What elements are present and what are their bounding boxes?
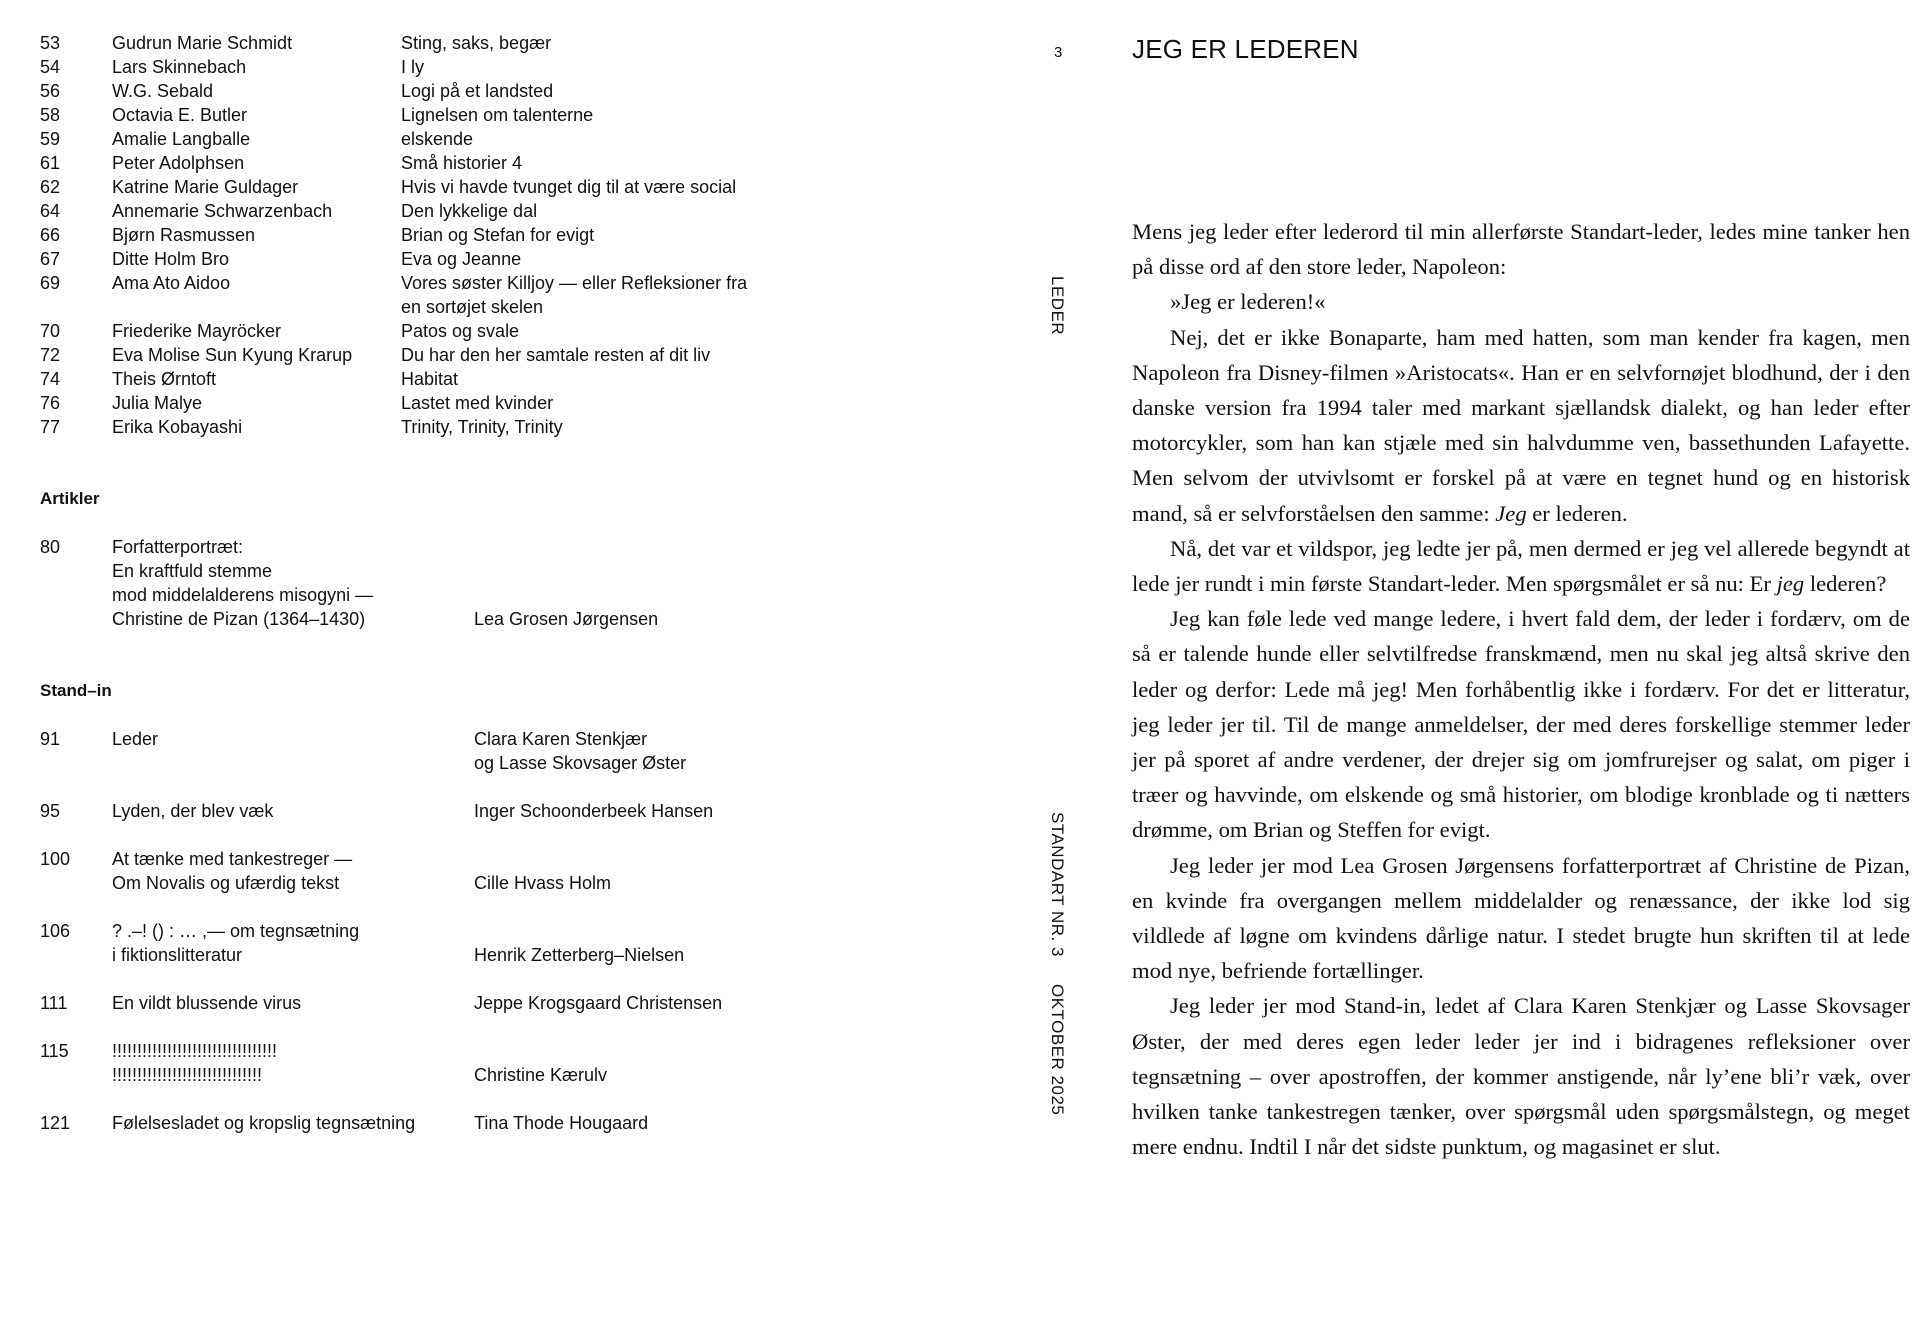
toc-author: W.G. Sebald xyxy=(112,81,214,101)
emphasis: Jeg xyxy=(1495,500,1527,526)
entry-title-line: ? .–! () : … ,— om tegnsætning xyxy=(112,921,360,941)
toc-row xyxy=(40,247,800,271)
entry-title-line: At tænke med tankestreger — xyxy=(112,849,353,869)
toc-author: Theis Ørntoft xyxy=(112,369,217,389)
toc-title: Habitat xyxy=(401,369,459,389)
entry-author xyxy=(474,727,800,775)
entry-author: Jeppe Krogsgaard Christensen xyxy=(474,993,723,1013)
entry-page: 121 xyxy=(40,1113,71,1133)
paragraph-text: Nå, det var et vildspor, jeg ledte jer på, men dermed er jeg vel allerede begyndt at lede jer rundt i min første Standart-leder. Men spørgsmålet er så nu: Er xyxy=(1132,535,1910,597)
toc-author: Friederike Mayröcker xyxy=(112,321,282,341)
section-heading-standin: Stand–in xyxy=(40,681,112,700)
paragraph: Mens jeg leder efter lederord til min allerførste Standart-leder, ledes mine tanker hen på disse ord af den store leder, Napoleon: xyxy=(1132,219,1910,280)
toc-title: Logi på et landsted xyxy=(401,81,554,101)
toc-author: Gudrun Marie Schmidt xyxy=(112,33,293,53)
entry-title-line: Lyden, der blev væk xyxy=(112,801,274,821)
standin-entry xyxy=(40,991,800,1015)
section-heading-artikler: Artikler xyxy=(40,489,100,508)
toc-title: Trinity, Trinity, Trinity xyxy=(401,417,563,437)
entry-author: Henrik Zetterberg–Nielsen xyxy=(474,945,685,965)
entry-title-line: Leder xyxy=(112,729,159,749)
toc-title: Den lykkelige dal xyxy=(401,201,538,221)
entry-page: 95 xyxy=(40,801,61,821)
running-head-issue: STANDART NR. 3 xyxy=(1048,812,1067,957)
running-head-section: LEDER xyxy=(1048,276,1067,336)
toc-row xyxy=(40,103,800,127)
entry-author: Inger Schoonderbeek Hansen xyxy=(474,801,714,821)
paragraph: Jeg leder jer mod Stand-in, ledet af Clara Karen Stenkjær og Lasse Skovsager Øster, der med deres egen leder leder jer ind i bidragenes refleksioner over tegnsætning – over apostroffen, der kommer anstigende, når ly’ene bli’r væk, over hvilken tanke tankestregen tænker, over spørgsmål uden spørgsmålstegn, og meget mere endnu. Indtil I når det sidste punktum, og magasinet er slut. xyxy=(1132,993,1910,1160)
paragraph-text: Nej, det er ikke Bonaparte, ham med hatten, som man kender fra kagen, men Napoleon fra Disney-filmen »Aristocats«. Han er en selvfornøjet blodhund, der i den danske version fra 1994 taler med markant sjællandsk dialekt, og han leder efter motorcykler, som han kan stjæle med sin halvdumme ven, bassethunden Lafayette. Men selvom der utvivlsomt er forskel på at være en tegnet hund og en historisk mand, så er selvforståelsen den samme: xyxy=(1132,324,1910,526)
paragraph: Jeg leder jer mod Lea Grosen Jørgensens forfatterportræt af Christine de Pizan, en kvinde fra overgangen mellem middelalder og renæssance, der ikke lod sig vildlede af løgne om kvindens dårlige natur. I stedet brugte hun skriften til at lede mod nye, befriende fortællinger. xyxy=(1132,852,1910,984)
paragraph: »Jeg er lederen!« xyxy=(1170,289,1326,315)
toc-title: Lastet med kvinder xyxy=(401,393,554,413)
standin-entry xyxy=(40,799,800,823)
entry-author: Lea Grosen Jørgensen xyxy=(474,609,659,629)
entry-title xyxy=(112,535,474,631)
toc-author: Amalie Langballe xyxy=(112,129,251,149)
entry-title xyxy=(112,1039,474,1087)
toc-title: I ly xyxy=(401,57,425,77)
entry-author: Tina Thode Hougaard xyxy=(474,1113,649,1133)
entry-title-line: En kraftfuld stemme xyxy=(112,561,273,581)
toc-row xyxy=(40,343,800,367)
list-item xyxy=(40,919,800,967)
toc-row xyxy=(40,79,800,103)
list-item xyxy=(40,1039,800,1087)
toc-title: Brian og Stefan for evigt xyxy=(401,225,595,245)
standin-entry xyxy=(40,727,800,775)
toc-author: Octavia E. Butler xyxy=(112,105,248,125)
toc-author: Lars Skinnebach xyxy=(112,57,247,77)
toc-row xyxy=(40,31,800,55)
toc-title: Små historier 4 xyxy=(401,153,523,173)
toc-row xyxy=(40,223,800,247)
list-item xyxy=(40,535,800,631)
toc-row xyxy=(40,151,800,175)
toc-page: 76 xyxy=(40,393,61,413)
toc-row xyxy=(40,391,800,415)
paragraph xyxy=(1132,531,1910,601)
entry-page: 115 xyxy=(40,1041,69,1061)
toc-page: 56 xyxy=(40,81,61,101)
toc-row xyxy=(40,175,800,199)
toc-page: 66 xyxy=(40,225,61,245)
entry-title-line: Forfatterportræt: xyxy=(112,537,244,557)
entry-title-line xyxy=(112,751,474,775)
paragraph-text: lederen? xyxy=(1804,571,1887,597)
toc-title: elskende xyxy=(401,129,474,149)
entry-page: 100 xyxy=(40,849,71,869)
list-item xyxy=(40,799,800,823)
entry-title-line: !!!!!!!!!!!!!!!!!!!!!!!!!!!!!!!!! xyxy=(112,1041,278,1061)
toc-page: 62 xyxy=(40,177,61,197)
page-number: 3 xyxy=(1054,44,1063,61)
toc-row xyxy=(40,367,800,391)
toc-title-line: Vores søster Killjoy — eller Refleksioner fra xyxy=(401,273,748,293)
entry-author-line: Clara Karen Stenkjær xyxy=(474,729,648,749)
entry-author-line: og Lasse Skovsager Øster xyxy=(474,753,687,773)
toc-row xyxy=(40,55,800,79)
emphasis: jeg xyxy=(1776,571,1805,597)
entry-page: 111 xyxy=(40,993,68,1013)
entry-title-line: !!!!!!!!!!!!!!!!!!!!!!!!!!!!!! xyxy=(112,1065,263,1085)
toc-list xyxy=(40,31,800,439)
toc-title: Eva og Jeanne xyxy=(401,249,522,269)
toc-page: 54 xyxy=(40,57,61,77)
toc-page: 61 xyxy=(40,153,61,173)
toc-page: 69 xyxy=(40,273,61,293)
entry-author: Christine Kærulv xyxy=(474,1065,608,1085)
toc-page: 70 xyxy=(40,321,61,341)
toc-author: Ama Ato Aidoo xyxy=(112,273,231,293)
toc-page: 72 xyxy=(40,345,61,365)
running-head-date: OKTOBER 2025 xyxy=(1048,984,1067,1116)
list-item xyxy=(40,1111,800,1135)
entry-title-line: Følelsesladet og kropslig tegnsætning xyxy=(112,1113,416,1133)
toc-row xyxy=(40,319,800,343)
toc-title: Sting, saks, begær xyxy=(401,33,552,53)
standin-entry xyxy=(40,1039,800,1087)
paragraph xyxy=(1132,320,1910,531)
toc-author: Katrine Marie Guldager xyxy=(112,177,299,197)
toc-page: 74 xyxy=(40,369,61,389)
list-item xyxy=(40,847,800,895)
toc-page: 64 xyxy=(40,201,61,221)
paragraph-text: er lederen. xyxy=(1526,500,1628,526)
toc-page: 59 xyxy=(40,129,61,149)
artikler-entry xyxy=(40,535,800,631)
entry-page: 91 xyxy=(40,729,61,749)
entry-title-line: En vildt blussende virus xyxy=(112,993,302,1013)
entry-title xyxy=(112,919,474,967)
entry-page: 106 xyxy=(40,921,71,941)
entry-title-line: Christine de Pizan (1364–1430) xyxy=(112,609,366,629)
toc-author: Ditte Holm Bro xyxy=(112,249,230,269)
toc-row xyxy=(40,271,800,319)
entry-title xyxy=(112,847,474,895)
toc-author: Peter Adolphsen xyxy=(112,153,245,173)
toc-title-line: en sortøjet skelen xyxy=(401,297,544,317)
toc-page: 58 xyxy=(40,105,61,125)
entry-author: Cille Hvass Holm xyxy=(474,873,612,893)
entry-title xyxy=(112,991,474,1015)
toc-row xyxy=(40,127,800,151)
toc-title: Hvis vi havde tvunget dig til at være social xyxy=(401,177,737,197)
entry-title-line: Om Novalis og ufærdig tekst xyxy=(112,873,340,893)
toc-author: Erika Kobayashi xyxy=(112,417,243,437)
toc-page: 67 xyxy=(40,249,61,269)
toc-author: Eva Molise Sun Kyung Krarup xyxy=(112,345,353,365)
toc-title: Du har den her samtale resten af dit liv xyxy=(401,345,711,365)
entry-title xyxy=(112,799,474,823)
standin-entry xyxy=(40,919,800,967)
list-item xyxy=(40,991,800,1015)
toc-page: 53 xyxy=(40,33,61,53)
paragraph: Jeg kan føle lede ved mange ledere, i hvert fald dem, der leder i fordærv, om de så er talende hunde eller selvtilfredse franskmænd, men nu skal jeg altså skrive den leder og derfor: Lede må jeg! Men forhåbentlig ikke i fordærv. For det er litteratur, jeg leder jer til. Til de mange anmeldelser, der med deres forskellige stemmer leder jer på sporet af andre verdener, der drejer sig om jomfrurejser og salat, om piger i træer og havvinde, om elskende og små historier, om blodige kronblade og ti nætters drømme, om Brian og Steffen for evigt. xyxy=(1132,606,1910,843)
standin-entry xyxy=(40,847,800,895)
article-body xyxy=(1132,214,1910,1164)
toc-row xyxy=(40,415,800,439)
page-title: JEG ER LEDEREN xyxy=(1132,34,1359,64)
toc-author: Bjørn Rasmussen xyxy=(112,225,256,245)
toc-title: Patos og svale xyxy=(401,321,520,341)
entry-title-line: i fiktionslitteratur xyxy=(112,945,243,965)
toc-page: 77 xyxy=(40,417,61,437)
toc-author: Julia Malye xyxy=(112,393,203,413)
list-item xyxy=(40,727,800,775)
entry-title xyxy=(112,727,474,775)
entry-title xyxy=(112,1111,474,1135)
toc-author: Annemarie Schwarzenbach xyxy=(112,201,333,221)
toc-title: Lignelsen om talenterne xyxy=(401,105,594,125)
entry-title-line: mod middelalderens misogyni — xyxy=(112,585,374,605)
entry-page: 80 xyxy=(40,537,61,557)
toc-title xyxy=(401,271,800,319)
toc-row xyxy=(40,199,800,223)
standin-entry xyxy=(40,1111,800,1135)
